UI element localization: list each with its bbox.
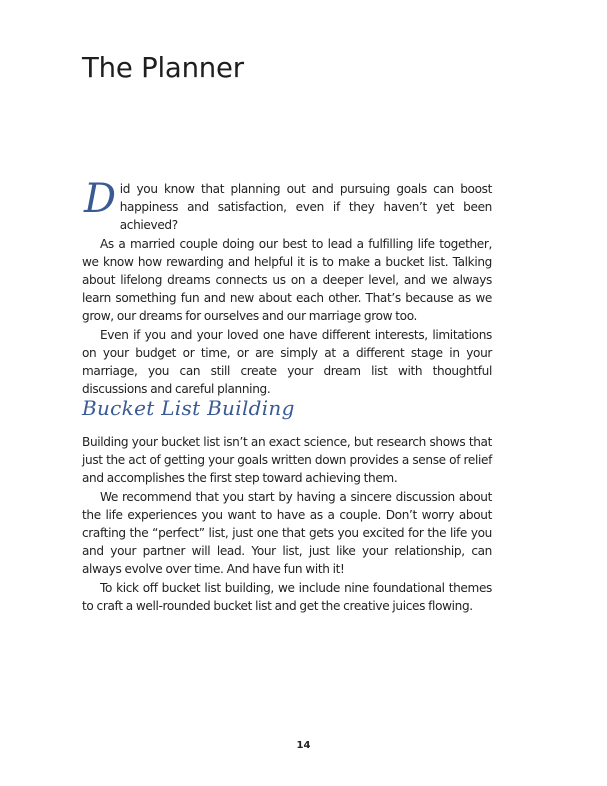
intro-paragraph-3: Even if you and your loved one have different interests, limitations on your budget or time, or are simply at a different stage in your marriage, you can still create your dream list with thoughtful discussions and careful planning. bbox=[82, 327, 492, 397]
section-paragraph-3: To kick off bucket list building, we include nine foundational themes to craft a well-rounded bucket list and get the creative juices flowing. bbox=[82, 580, 492, 613]
page-number: 14 bbox=[296, 740, 311, 751]
chapter-title: The Planner bbox=[82, 52, 244, 84]
section-text bbox=[82, 433, 492, 615]
intro-paragraph-1 bbox=[82, 176, 492, 235]
intro-text bbox=[82, 176, 492, 398]
drop-cap: D bbox=[84, 176, 116, 222]
intro-paragraph-1-text: id you know that planning out and pursuing goals can boost happiness and satisfaction, even if they haven’t yet been achieved? bbox=[119, 182, 492, 233]
section-paragraph-1: Building your bucket list isn’t an exact science, but research shows that just the act of getting your goals written down provides a sense of relief and accomplishes the first step toward achieving them. bbox=[82, 435, 492, 486]
section-paragraph-2: We recommend that you start by having a sincere discussion about the life experiences you want to have as a couple. Don’t worry about crafting the “perfect” list, just one that gets you excited for the life you and your partner will lead. Your list, just like your relationship, can always evolve over time. And have fun with it! bbox=[82, 489, 492, 577]
section-heading: Bucket List Building bbox=[82, 396, 295, 420]
intro-paragraph-2: As a married couple doing our best to lead a fulfilling life together, we know how rewarding and helpful it is to make a bucket list. Talking about lifelong dreams connects us on a deeper level, and we always learn something fun and new about each other. That’s because as we grow, our dreams for ourselves and our marriage grow too. bbox=[82, 236, 492, 324]
